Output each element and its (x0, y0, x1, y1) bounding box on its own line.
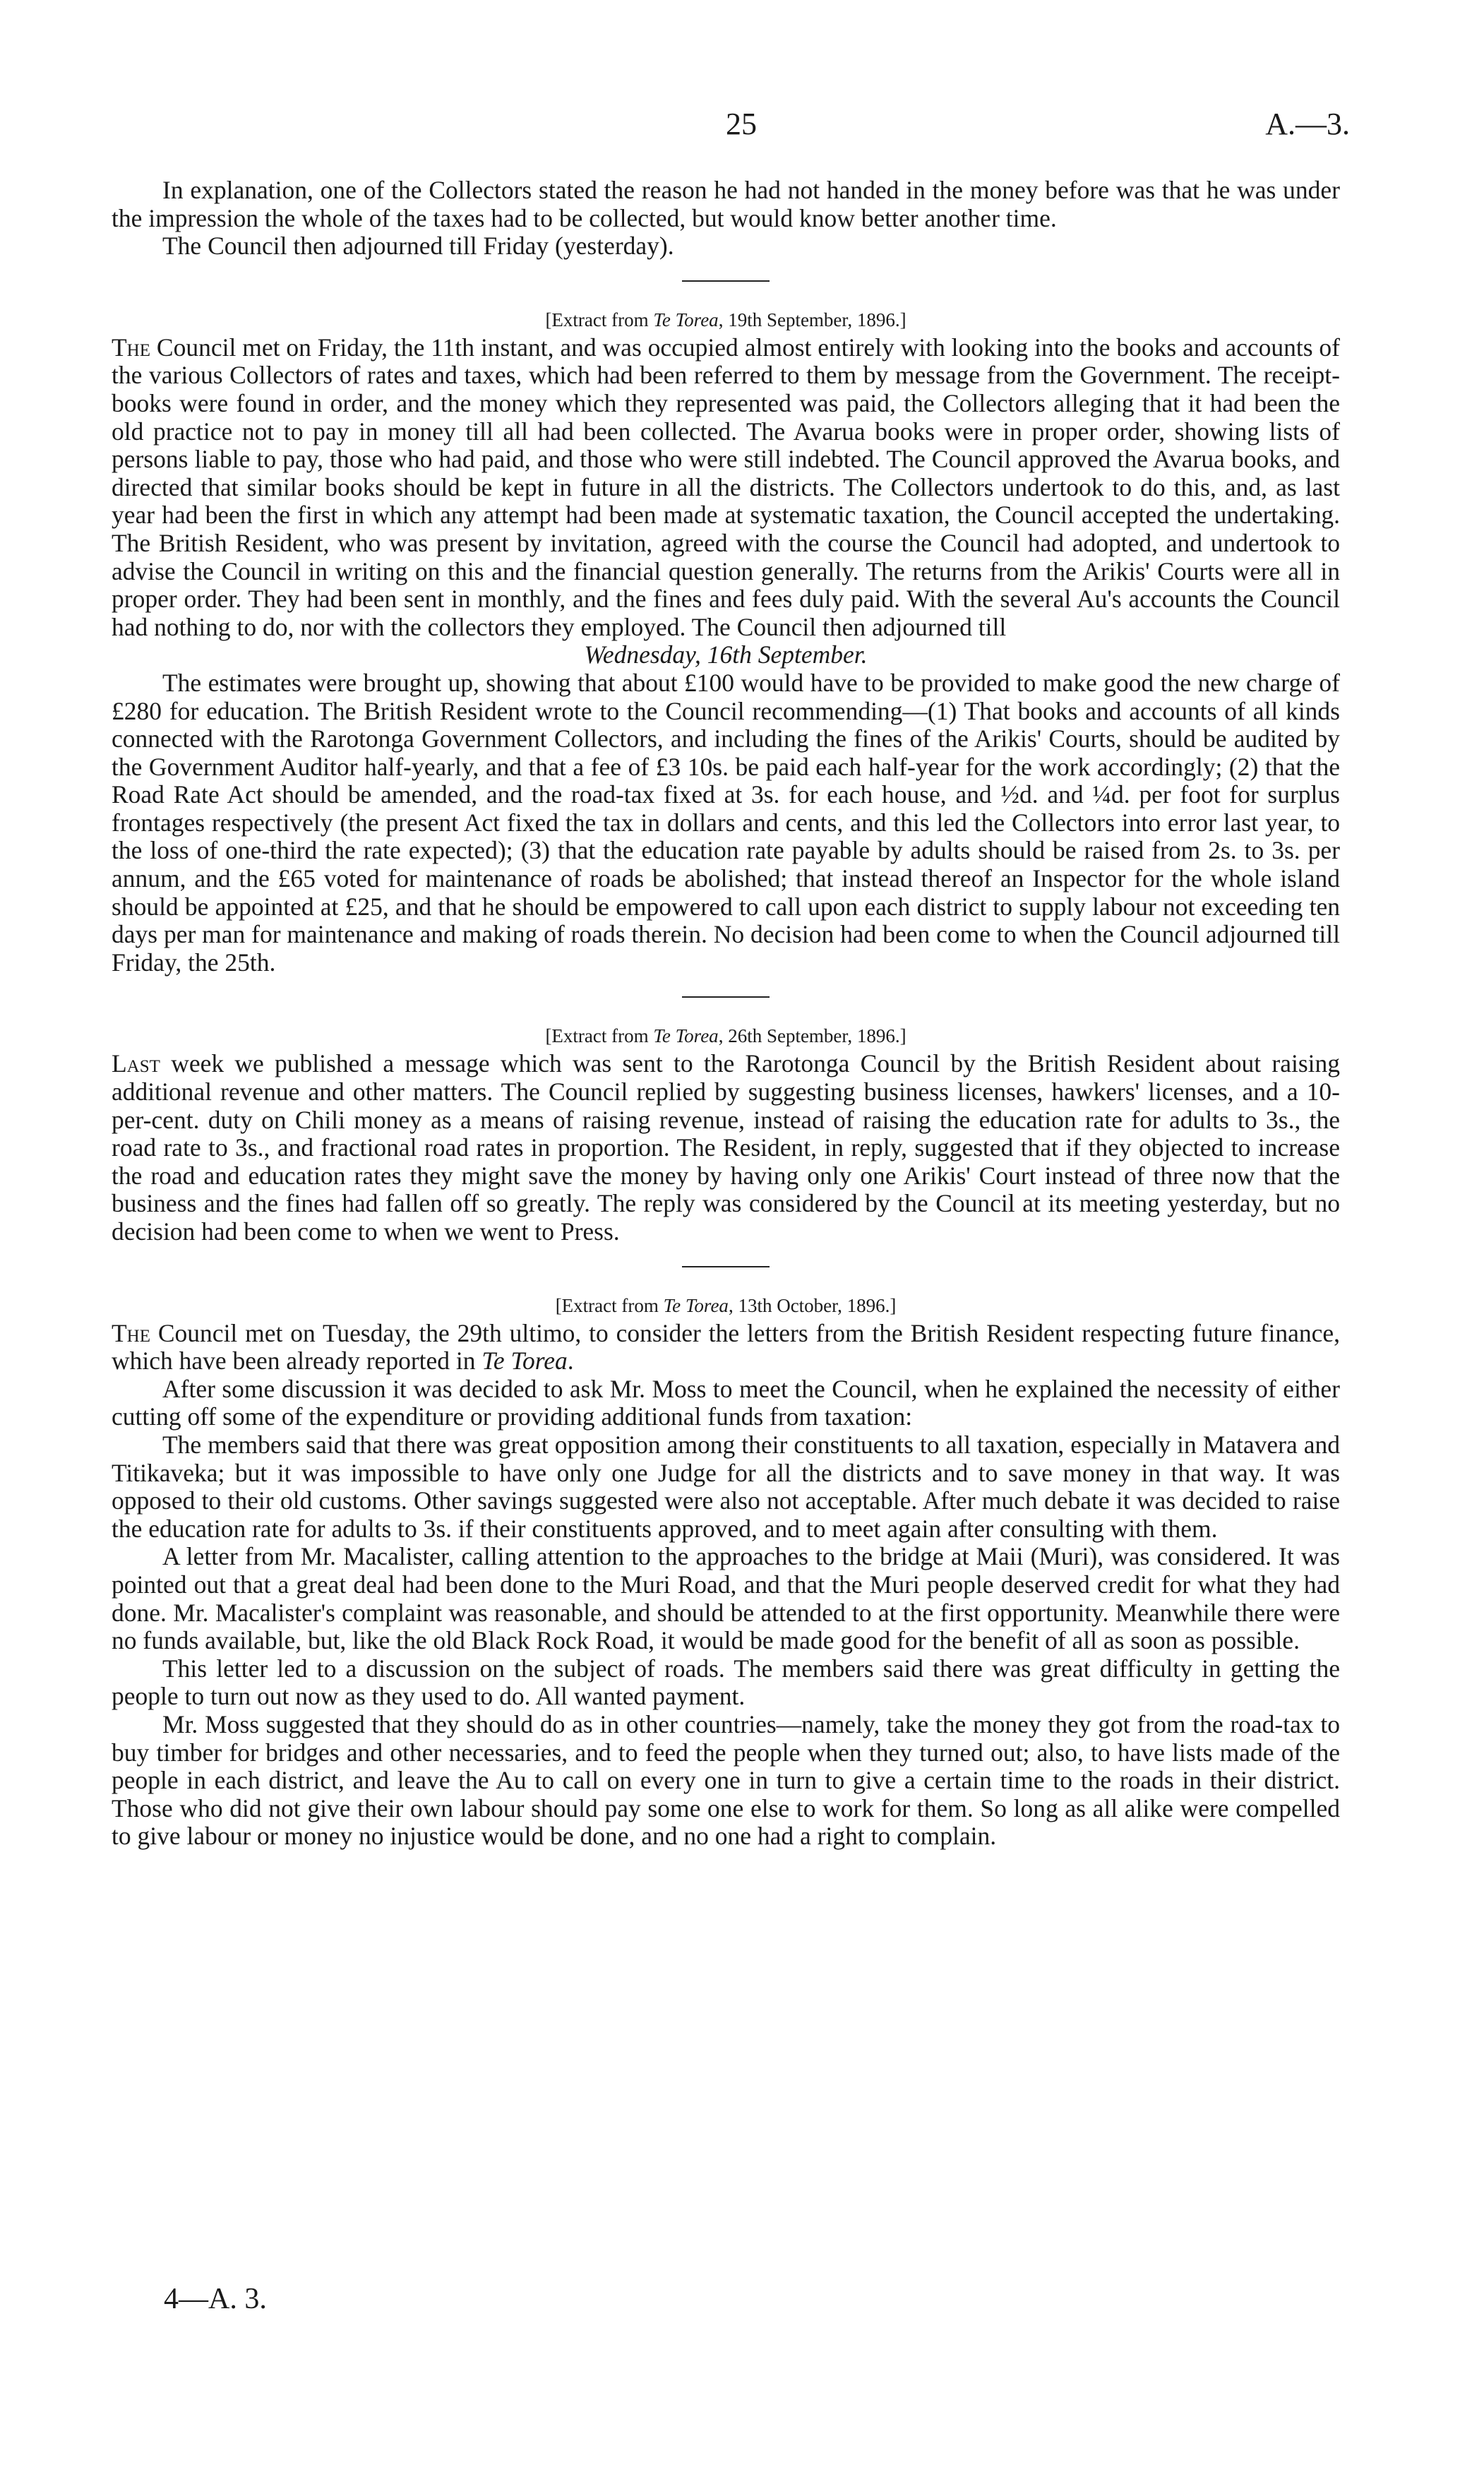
page-number: 25 (726, 107, 757, 141)
date-heading: Wednesday, 16th September. (584, 640, 868, 669)
extract-3-paragraph: The Council met on Tuesday, the 29th ultimo, to consider the letters from the British Resident respecting future finance, which have been already reported in Te Torea. (112, 1318, 1340, 1375)
extract-3-paragraph-4: A letter from Mr. Macalister, calling attention to the approaches to the bridge at Maii (Muri), was considered. It was pointed out that a great deal had been done to the Muri Road, and that the Muri people deserved credit for what they had done. Mr. Macalister's complaint was reasonable, and should be attended to at the first opportunity. Meanwhile there were no funds available, but, like the old Black Rock Road, it would be made good for the benefit of all as soon as possible. (112, 1542, 1340, 1655)
extract-heading-3: [Extract from Te Torea, 13th October, 1896.] (555, 1294, 897, 1316)
section-divider (682, 996, 770, 998)
signature-mark: 4—A. 3. (164, 2283, 267, 2315)
section-divider (682, 280, 770, 282)
paragraph-adjourned: The Council then adjourned till Friday (yesterday). (162, 232, 674, 261)
extract-3-paragraph-6: Mr. Moss suggested that they should do as in other countries—namely, take the money they got from the road-tax to buy timber for bridges and other necessaries, and to feed the people when they turned out; also, to have lists made of the people in each district, and leave the Au to call on every one in turn to give a certain time to the roads in their district. Those who did not give their own labour should pay some one else to work for them. So long as all alike were compelled to give labour or money no injustice would be done, and no one had a right to complain. (112, 1709, 1340, 1851)
section-divider (682, 1266, 770, 1267)
extract-1-estimates-paragraph: The estimates were brought up, showing that about £100 would have to be provided to make good the new charge of £280 for education. The British Resident wrote to the Council recommending—(1) That books and accounts of all kinds connected with the Rarotonga Government Collectors, and including the fines of the Arikis' Courts, should be audited by the Government Auditor half-yearly, and that a fee of £3 10s. be paid each half-year for the work accordingly; (2) that the Road Rate Act should be amended, and the road-tax fixed at 3s. for each house, and ½d. and ¼d. per foot for surplus frontages respectively (the present Act fixed the tax in dollars and cents, and this led the Collectors into error last year, to the loss of one-third the rate expected); (3) that the education rate payable by adults should be raised from 2s. to 3s. per annum, and the £65 voted for maintenance of roads be abolished; that instead thereof an Inspector for the whole island should be appointed at £25, and that he should be empowered to call upon each district to supply labour not exceeding ten days per man for maintenance and making of roads therein. No decision had been come to when the Council adjourned till Friday, the 25th. (112, 668, 1340, 977)
document-reference: A.—3. (1265, 107, 1350, 141)
lead-word: The (112, 333, 151, 362)
extract-3-paragraph-3: The members said that there was great opposition among their constituents to all taxation, especially in Matavera and Titikaveka; but it was impossible to have only one Judge for all the districts and to save money in that way. It was opposed to their old customs. Other savings suggested were also not acceptable. After much debate it was decided to raise the education rate for adults to 3s. if their constituents approved, and to meet again after consulting with them. (112, 1430, 1340, 1543)
document-body (112, 177, 1340, 1851)
lead-word: Last (112, 1049, 160, 1078)
paragraph-explanation: In explanation, one of the Collectors stated the reason he had not handed in the money before was that he was under the impression the whole of the taxes had to be collected, but would know better another time. (112, 176, 1340, 232)
extract-3-paragraph-5: This letter led to a discussion on the subject of roads. The members said there was great difficulty in getting the people to turn out now as they used to do. All wanted payment. (112, 1654, 1340, 1711)
extract-heading-1: [Extract from Te Torea, 19th September, 1896.] (545, 309, 906, 330)
extract-2-paragraph: Last week we published a message which was sent to the Rarotonga Council by the British Resident about raising additional revenue and other matters. The Council replied by suggesting business licenses, hawkers' licenses, and a 10-per-cent. duty on Chili money as a means of raising revenue, instead of raising the education rate for adults to 3s., the road rate to 3s., and fractional road rates in proportion. The Resident, in reply, suggested that if they objected to increase the road and education rates they might save the money by having only one Arikis' Court instead of three now that the business and the fines had fallen off so greatly. The reply was considered by the Council at its meeting yesterday, but no decision had been come to when we went to Press. (112, 1049, 1340, 1246)
extract-3-paragraph-2: After some discussion it was decided to ask Mr. Moss to meet the Council, when he explained the necessity of either cutting off some of the expenditure or providing additional funds from taxation: (112, 1374, 1340, 1431)
extract-1-paragraph: The Council met on Friday, the 11th instant, and was occupied almost entirely with looking into the books and accounts of the various Collectors of rates and taxes, which had been referred to them by message from the Government. The receipt-books were found in order, and the money which they represented was paid, the Collectors alleging that it had been the old practice not to pay in money till all had been collected. The Avarua books were in proper order, showing lists of persons liable to pay, those who had paid, and those who were still indebted. The Council approved the Avarua books, and directed that similar books should be kept in future in all the districts. The Collectors undertook to do this, and, as last year had been the first in which any attempt had been made at systematic taxation, the Council accepted the undertaking. The British Resident, who was present by invitation, agreed with the course the Council had adopted, and undertook to advise the Council in writing on this and the financial question generally. The returns from the Arikis' Courts were all in proper order. They had been sent in monthly, and the fines and fees duly paid. With the several Au's accounts the Council had nothing to do, nor with the collectors they employed. The Council then adjourned till (112, 333, 1340, 641)
lead-word: The (112, 1318, 151, 1347)
extract-heading-2: [Extract from Te Torea, 26th September, 1896.] (545, 1025, 906, 1047)
